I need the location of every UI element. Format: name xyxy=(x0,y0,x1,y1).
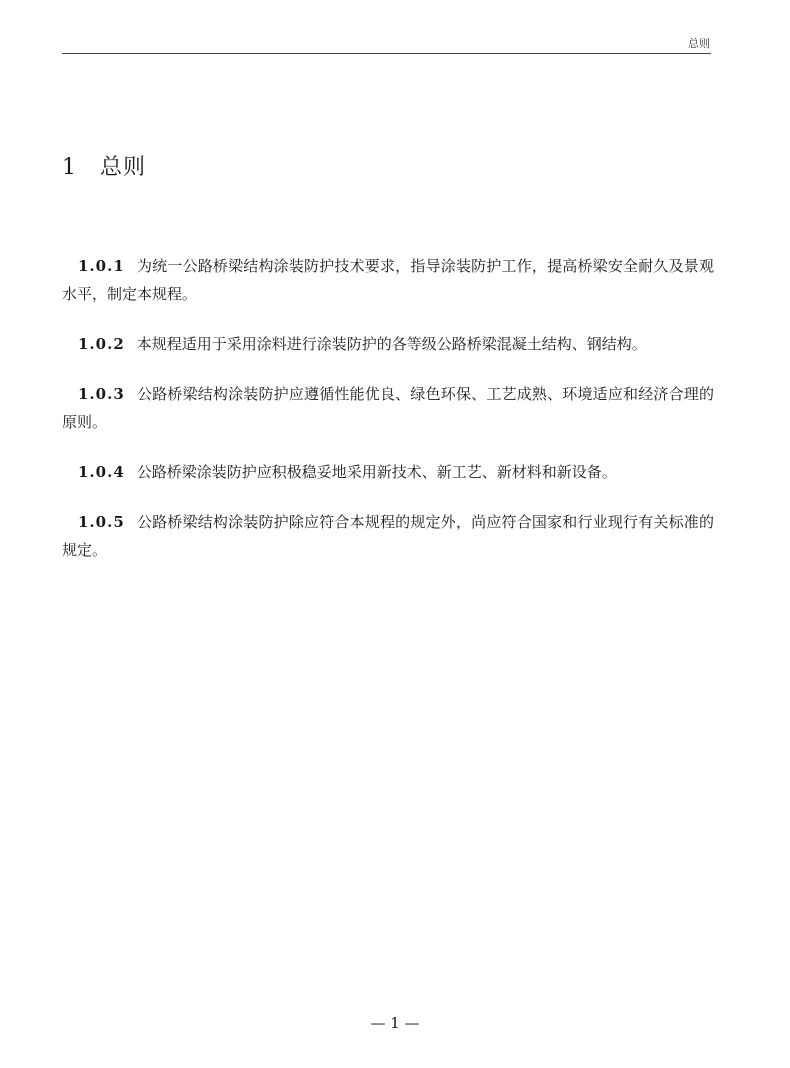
header-rule xyxy=(62,53,711,54)
clause-1-0-1 xyxy=(62,252,714,308)
page-number: — 1 — xyxy=(370,1014,420,1032)
clause-1-0-2 xyxy=(62,330,714,358)
chapter-title-text: 总则 xyxy=(100,155,147,180)
clause-number: 1.0.5 xyxy=(78,513,125,531)
clause-1-0-4 xyxy=(62,458,714,486)
chapter-number: 1 xyxy=(62,155,77,180)
clause-text: 公路桥梁结构涂装防护应遵循性能优良、绿色环保、工艺成熟、环境适应和经济合理的原则。 xyxy=(62,385,714,431)
running-header: 总则 xyxy=(688,37,710,50)
clause-number: 1.0.3 xyxy=(78,385,125,403)
clause-1-0-5 xyxy=(62,508,714,564)
clause-1-0-3 xyxy=(62,380,714,436)
clause-text: 本规程适用于采用涂料进行涂装防护的各等级公路桥梁混凝土结构、钢结构。 xyxy=(136,335,647,353)
clause-number: 1.0.1 xyxy=(78,257,125,275)
clause-number: 1.0.2 xyxy=(78,335,125,353)
clause-text: 为统一公路桥梁结构涂装防护技术要求，指导涂装防护工作，提高桥梁安全耐久及景观水平，制定本规程。 xyxy=(62,257,714,303)
clause-text: 公路桥梁结构涂装防护除应符合本规程的规定外，尚应符合国家和行业现行有关标准的规定。 xyxy=(62,513,714,559)
clause-list xyxy=(62,252,714,586)
clause-text: 公路桥梁涂装防护应积极稳妥地采用新技术、新工艺、新材料和新设备。 xyxy=(136,463,617,481)
chapter-title xyxy=(62,150,146,181)
clause-number: 1.0.4 xyxy=(78,463,125,481)
